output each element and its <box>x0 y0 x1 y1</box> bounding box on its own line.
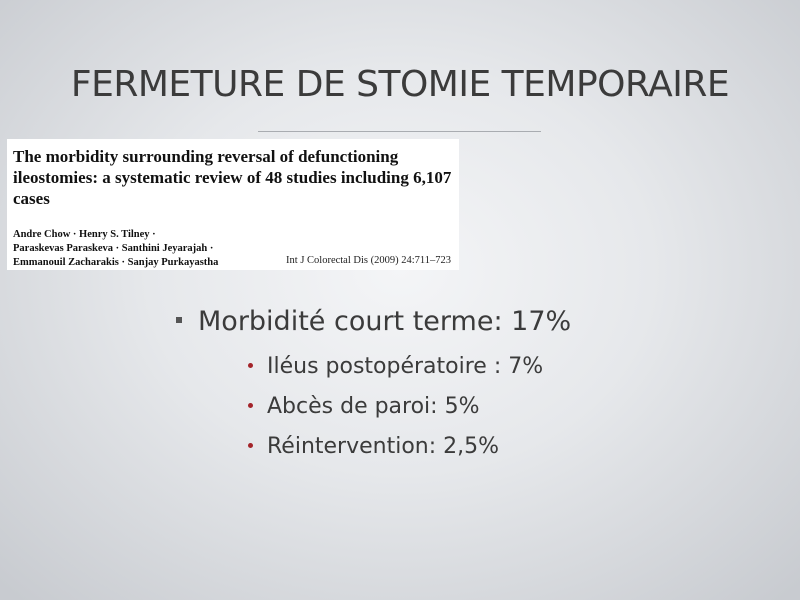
article-title: The morbidity surrounding reversal of defunctioning ileostomies: a systematic review of 48 studies including 6,107 cases <box>13 147 452 208</box>
author-line: Emmanouil Zacharakis · Sanjay Purkayastha <box>13 257 219 268</box>
dot-bullet-icon <box>248 363 253 368</box>
sub-bullet-text: Abcès de paroi: 5% <box>267 394 480 419</box>
sub-bullet-text: Iléus postopératoire : 7% <box>267 354 544 379</box>
article-authors <box>13 228 218 270</box>
list-item <box>248 351 543 391</box>
main-bullet-text: Morbidité court terme: 17% <box>198 306 572 337</box>
slide-title: FERMETURE DE STOMIE TEMPORAIRE <box>70 64 730 105</box>
sub-bullet-list <box>248 351 543 471</box>
dot-bullet-icon <box>248 443 253 448</box>
list-item <box>248 431 543 471</box>
title-divider <box>258 131 541 132</box>
article-excerpt <box>7 139 459 270</box>
author-line: Paraskevas Paraskeva · Santhini Jeyarajah · <box>13 243 214 254</box>
article-citation: Int J Colorectal Dis (2009) 24:711–723 <box>286 255 451 266</box>
author-line: Andre Chow · Henry S. Tilney · <box>13 229 156 240</box>
dot-bullet-icon <box>248 403 253 408</box>
sub-bullet-text: Réintervention: 2,5% <box>267 434 500 459</box>
main-bullet-point <box>176 306 571 337</box>
square-bullet-icon <box>176 317 182 323</box>
list-item <box>248 391 543 431</box>
